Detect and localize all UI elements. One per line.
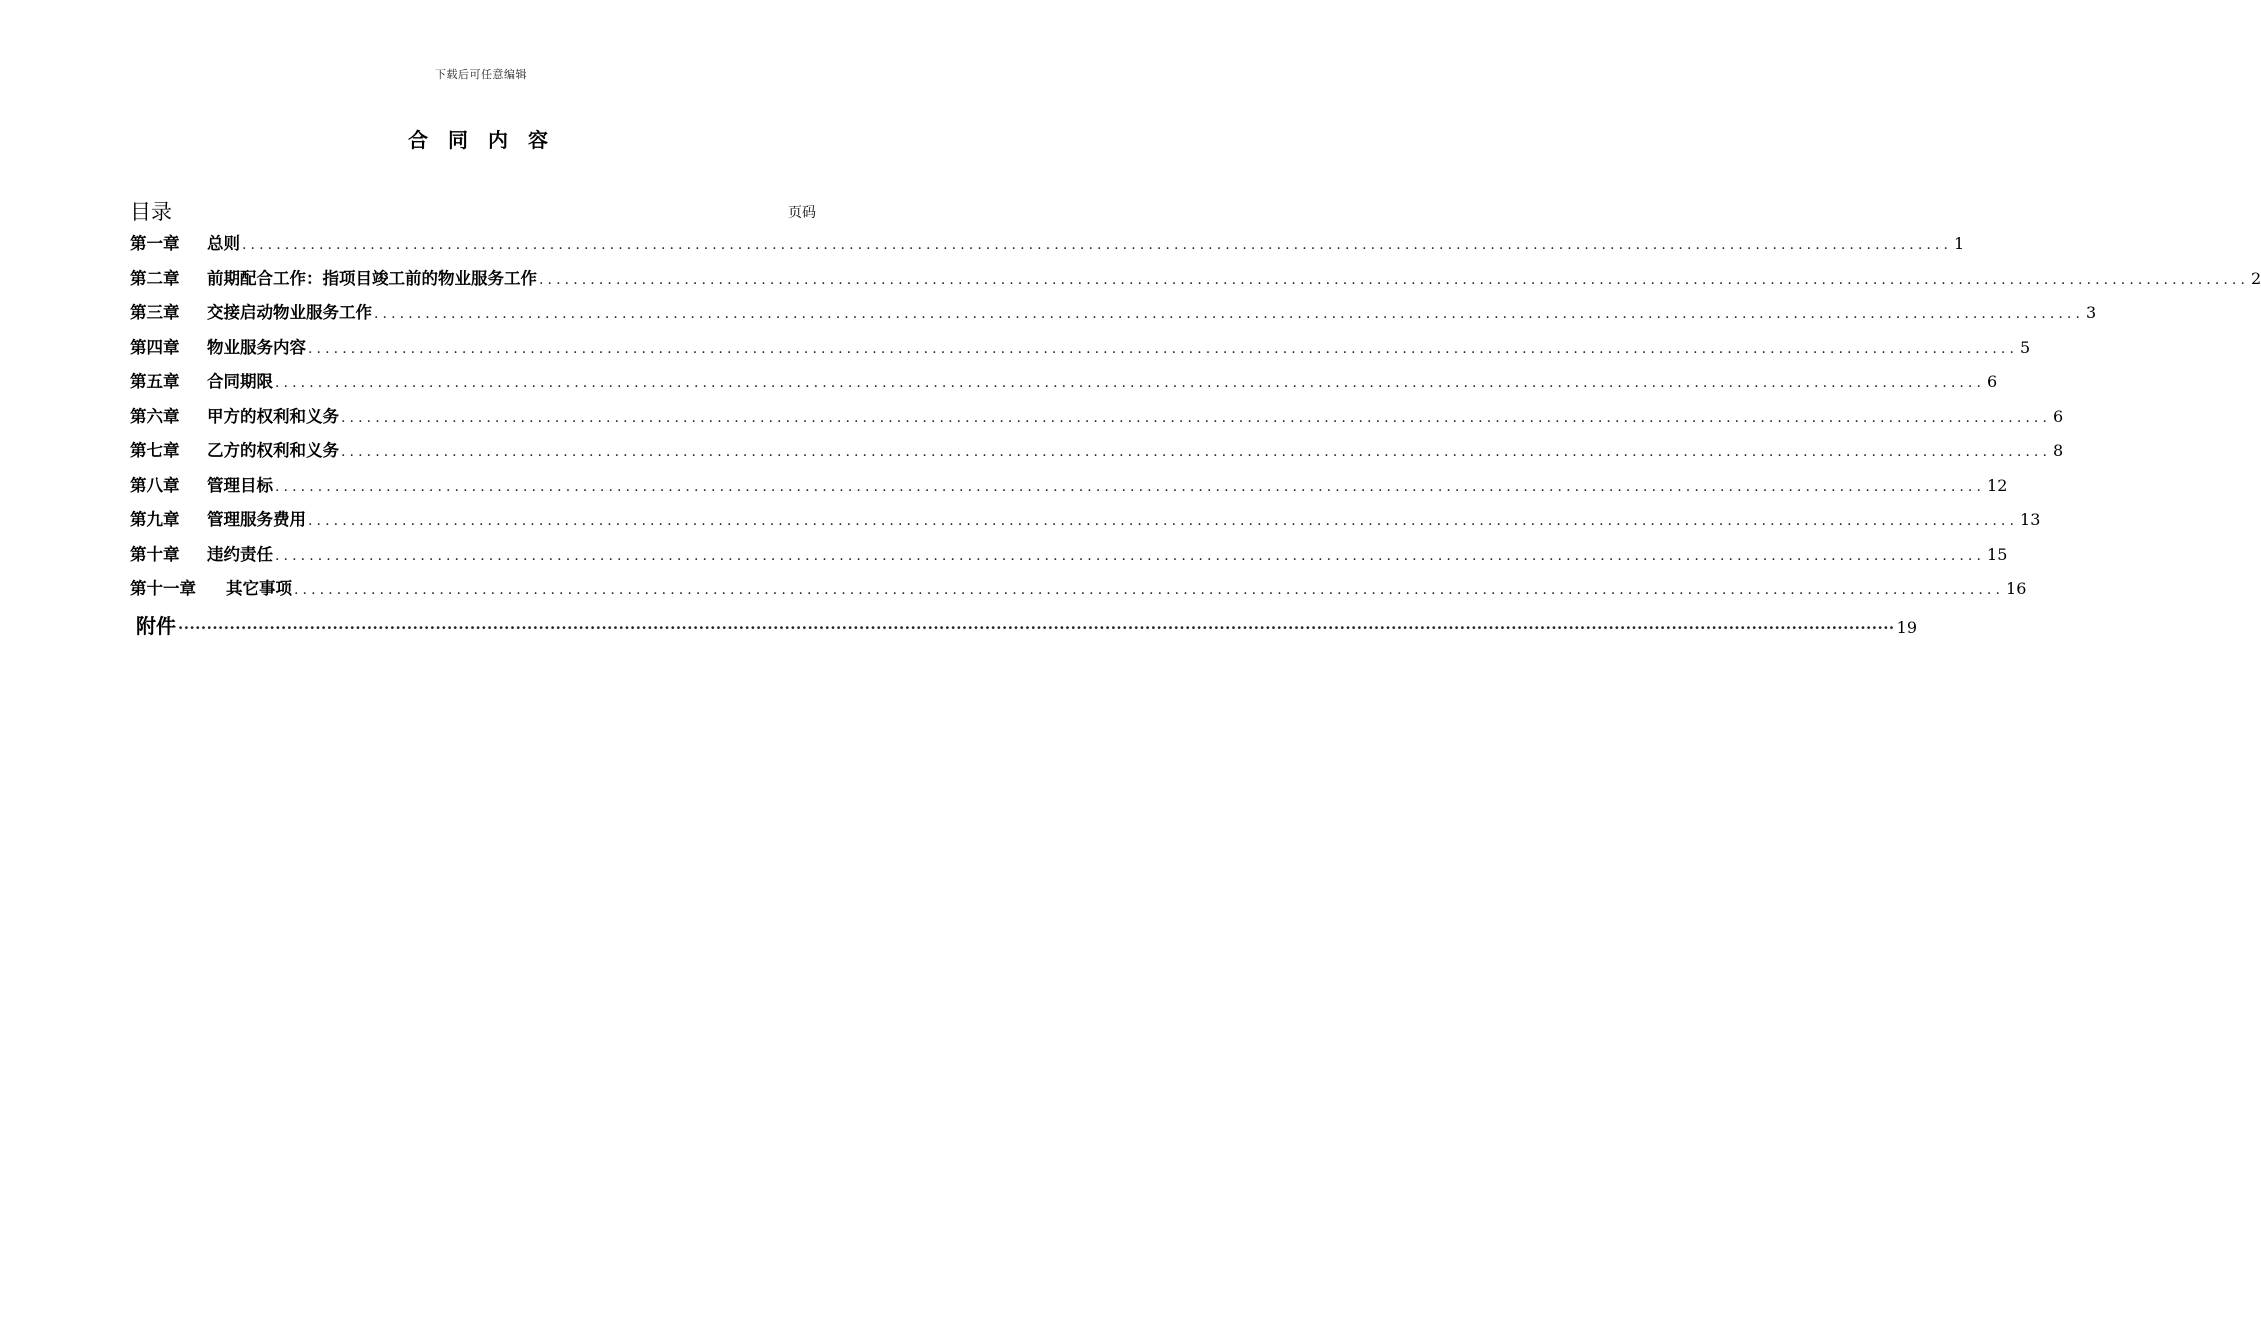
- toc-appendix-entry[interactable]: [136, 610, 1918, 645]
- toc-leader-dots: ........................................................................................................................................................................................................: [294, 582, 2005, 598]
- toc-header: [130, 196, 820, 224]
- toc-page-number: 1: [1954, 234, 1965, 253]
- toc-entry[interactable]: [130, 265, 2261, 300]
- toc-page-number: 5: [2020, 337, 2031, 357]
- toc-page-number: 6: [2053, 406, 2064, 426]
- toc-chapter-number: 第三章: [130, 303, 180, 322]
- toc-chapter-number: 第八章: [130, 475, 180, 495]
- toc-leader-dots: ........................................................................................................................................................................................................: [242, 237, 1953, 253]
- toc-chapter-title: 管理服务费用: [207, 510, 306, 529]
- toc-chapter-title: 物业服务内容: [207, 337, 306, 357]
- toc-chapter-title: 甲方的权利和义务: [207, 406, 339, 426]
- toc-page-number: 3: [2086, 303, 2097, 322]
- toc-chapter-number: 第六章: [130, 406, 180, 426]
- toc-leader-dots: ........................................................................................................................................................................................................: [308, 340, 2019, 357]
- toc-entry[interactable]: [130, 437, 2064, 472]
- toc-entry[interactable]: [130, 368, 1998, 403]
- toc-chapter-number: 第九章: [130, 510, 180, 529]
- toc-chapter-number: 第十一章: [130, 579, 196, 598]
- toc-page-number: 15: [1987, 544, 2008, 564]
- toc-leader-dots: ........................................................................................................................................................................................................: [275, 547, 1986, 564]
- toc-leader-dots: ........................................................................................................................................................................................................: [275, 478, 1986, 495]
- toc-page-number: 13: [2020, 510, 2041, 529]
- toc-chapter-title: 交接启动物业服务工作: [207, 303, 372, 322]
- toc-leader-dots: ........................................................................................................................................................................................................: [374, 306, 2085, 322]
- toc-leader-dots: ........................................................................................................................................................................................................: [341, 409, 2052, 426]
- toc-leader-dots: ........................................................................................................................................................................................................: [341, 444, 2052, 460]
- toc-chapter-title: 违约责任: [207, 544, 273, 564]
- toc-entry[interactable]: [130, 403, 2064, 438]
- toc-appendix-title: 附件: [136, 613, 176, 638]
- toc-page-number: 8: [2053, 441, 2064, 460]
- toc-chapter-title: 其它事项: [226, 579, 292, 598]
- toc-page-number: 16: [2006, 579, 2027, 598]
- toc-chapter-title: 乙方的权利和义务: [207, 441, 339, 460]
- toc-chapter-number: 第一章: [130, 234, 180, 253]
- toc-page-number: 6: [1987, 372, 1998, 391]
- toc-entry[interactable]: [130, 575, 2027, 610]
- toc-entry[interactable]: [130, 334, 2031, 369]
- toc-chapter-number: 第七章: [130, 441, 180, 460]
- document-title: 合同内容: [408, 128, 568, 152]
- toc-page-number: 12: [1987, 475, 2008, 495]
- toc-page-number: 19: [1896, 617, 1918, 637]
- toc-chapter-number: 第二章: [130, 268, 180, 288]
- toc-leader-dots: ........................................................................................................................................................................................................: [275, 375, 1986, 391]
- toc-leader-dots: ........................................................................................................................................................................................................: [539, 271, 2250, 288]
- toc-leader-dots: ........................................................................................................................................................................................................: [308, 513, 2019, 529]
- toc-chapter-number: 第十章: [130, 544, 180, 564]
- toc-entry[interactable]: [130, 541, 2008, 576]
- toc-entry[interactable]: [130, 230, 1965, 265]
- toc-chapter-number: 第五章: [130, 372, 180, 391]
- toc-chapter-number: 第四章: [130, 337, 180, 357]
- toc-chapter-title: 总则: [207, 234, 240, 253]
- toc-chapter-title: 合同期限: [207, 372, 273, 391]
- toc-entry[interactable]: [130, 472, 2008, 507]
- page-column-label: 页码: [788, 205, 816, 221]
- toc-entry[interactable]: [130, 299, 2097, 334]
- toc-chapter-title: 管理目标: [207, 475, 273, 495]
- table-of-contents: [130, 230, 2261, 644]
- toc-page-number: 2: [2251, 268, 2261, 288]
- header-note: 下载后可任意编辑: [435, 68, 527, 81]
- toc-chapter-title: 前期配合工作：指项目竣工前的物业服务工作: [207, 268, 537, 288]
- toc-entry[interactable]: [130, 506, 2041, 541]
- toc-heading: 目录: [130, 200, 172, 224]
- toc-leader-dots: ············································································································································································································································································································: [178, 618, 1895, 637]
